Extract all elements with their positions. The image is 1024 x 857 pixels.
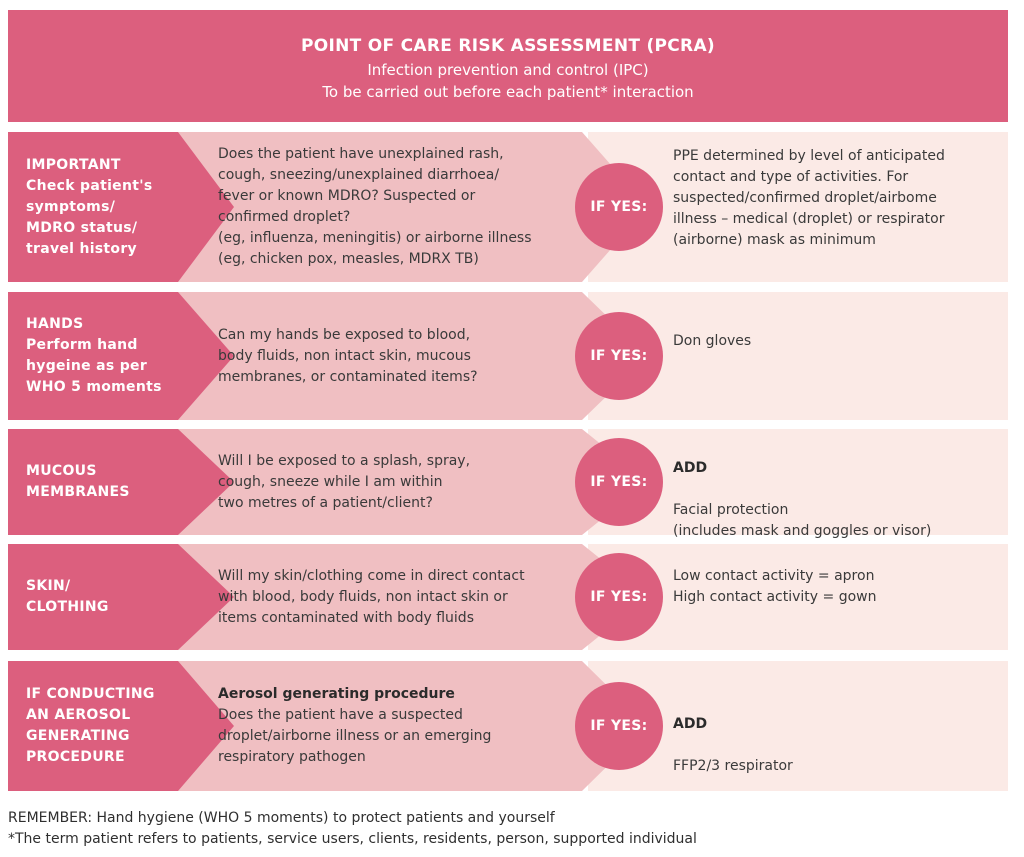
page-note: To be carried out before each patient* interaction [322,83,694,101]
footer-reminder: REMEMBER: Hand hygiene (WHO 5 moments) to protect patients and yourself [8,810,555,826]
row-question: Will I be exposed to a splash, spray, cough, sneeze while I am within two metres of a patient/client? [218,452,471,511]
page-subtitle: Infection prevention and control (IPC) [367,61,649,79]
if-yes-badge: IF YES: [575,438,663,526]
row-category: IMPORTANT Check patient's symptoms/ MDRO status/ travel history [26,156,153,257]
row-action: Don gloves [673,333,752,349]
page-title: POINT OF CARE RISK ASSESSMENT (PCRA) [301,36,715,56]
row-question: Does the patient have unexplained rash, cough, sneezing/unexplained diarrhoea/ fever or known MDRO? Suspected or confirmed droplet? (eg, influenza, meningitis) or airborne illness (eg, chicken pox, measles, MDRX TB) [218,146,532,267]
row-category: SKIN/ CLOTHING [26,578,109,615]
assessment-row-hands [8,292,1008,420]
if-yes-badge: IF YES: [575,163,663,251]
page-footer [8,808,697,850]
row-action: ADD FFP2/3 respirator [673,716,793,774]
row-question: Can my hands be exposed to blood, body fluids, non intact skin, mucous membranes, or contaminated items? [218,326,478,385]
if-yes-badge: IF YES: [575,682,663,770]
row-category: IF CONDUCTING AN AEROSOL GENERATING PROCEDURE [26,686,155,765]
row-question: Will my skin/clothing come in direct contact with blood, body fluids, non intact skin or items contaminated with body fluids [218,567,525,626]
row-category: MUCOUS MEMBRANES [26,463,130,500]
if-yes-badge: IF YES: [575,553,663,641]
assessment-row-mucous-membranes [8,429,1008,539]
assessment-row-aerosol-procedure [8,661,1008,791]
if-yes-badge: IF YES: [575,312,663,400]
row-action: ADD Facial protection (includes mask and goggles or visor) [673,460,932,539]
row-question: Aerosol generating procedure Does the patient have a suspected droplet/airborne illness or an emerging respiratory pathogen [218,686,492,765]
page-header [8,10,1008,122]
assessment-row-important [8,132,1008,282]
footer-footnote: *The term patient refers to patients, service users, clients, residents, person, supported individual [8,831,697,847]
assessment-row-skin-clothing [8,544,1008,650]
row-action: PPE determined by level of anticipated contact and type of activities. For suspected/confirmed droplet/airbome illness – medical (droplet) or respirator (airborne) mask as minimum [673,148,945,248]
row-action: Low contact activity = apron High contact activity = gown [673,568,877,605]
row-category: HANDS Perform hand hygeine as per WHO 5 moments [26,316,162,395]
